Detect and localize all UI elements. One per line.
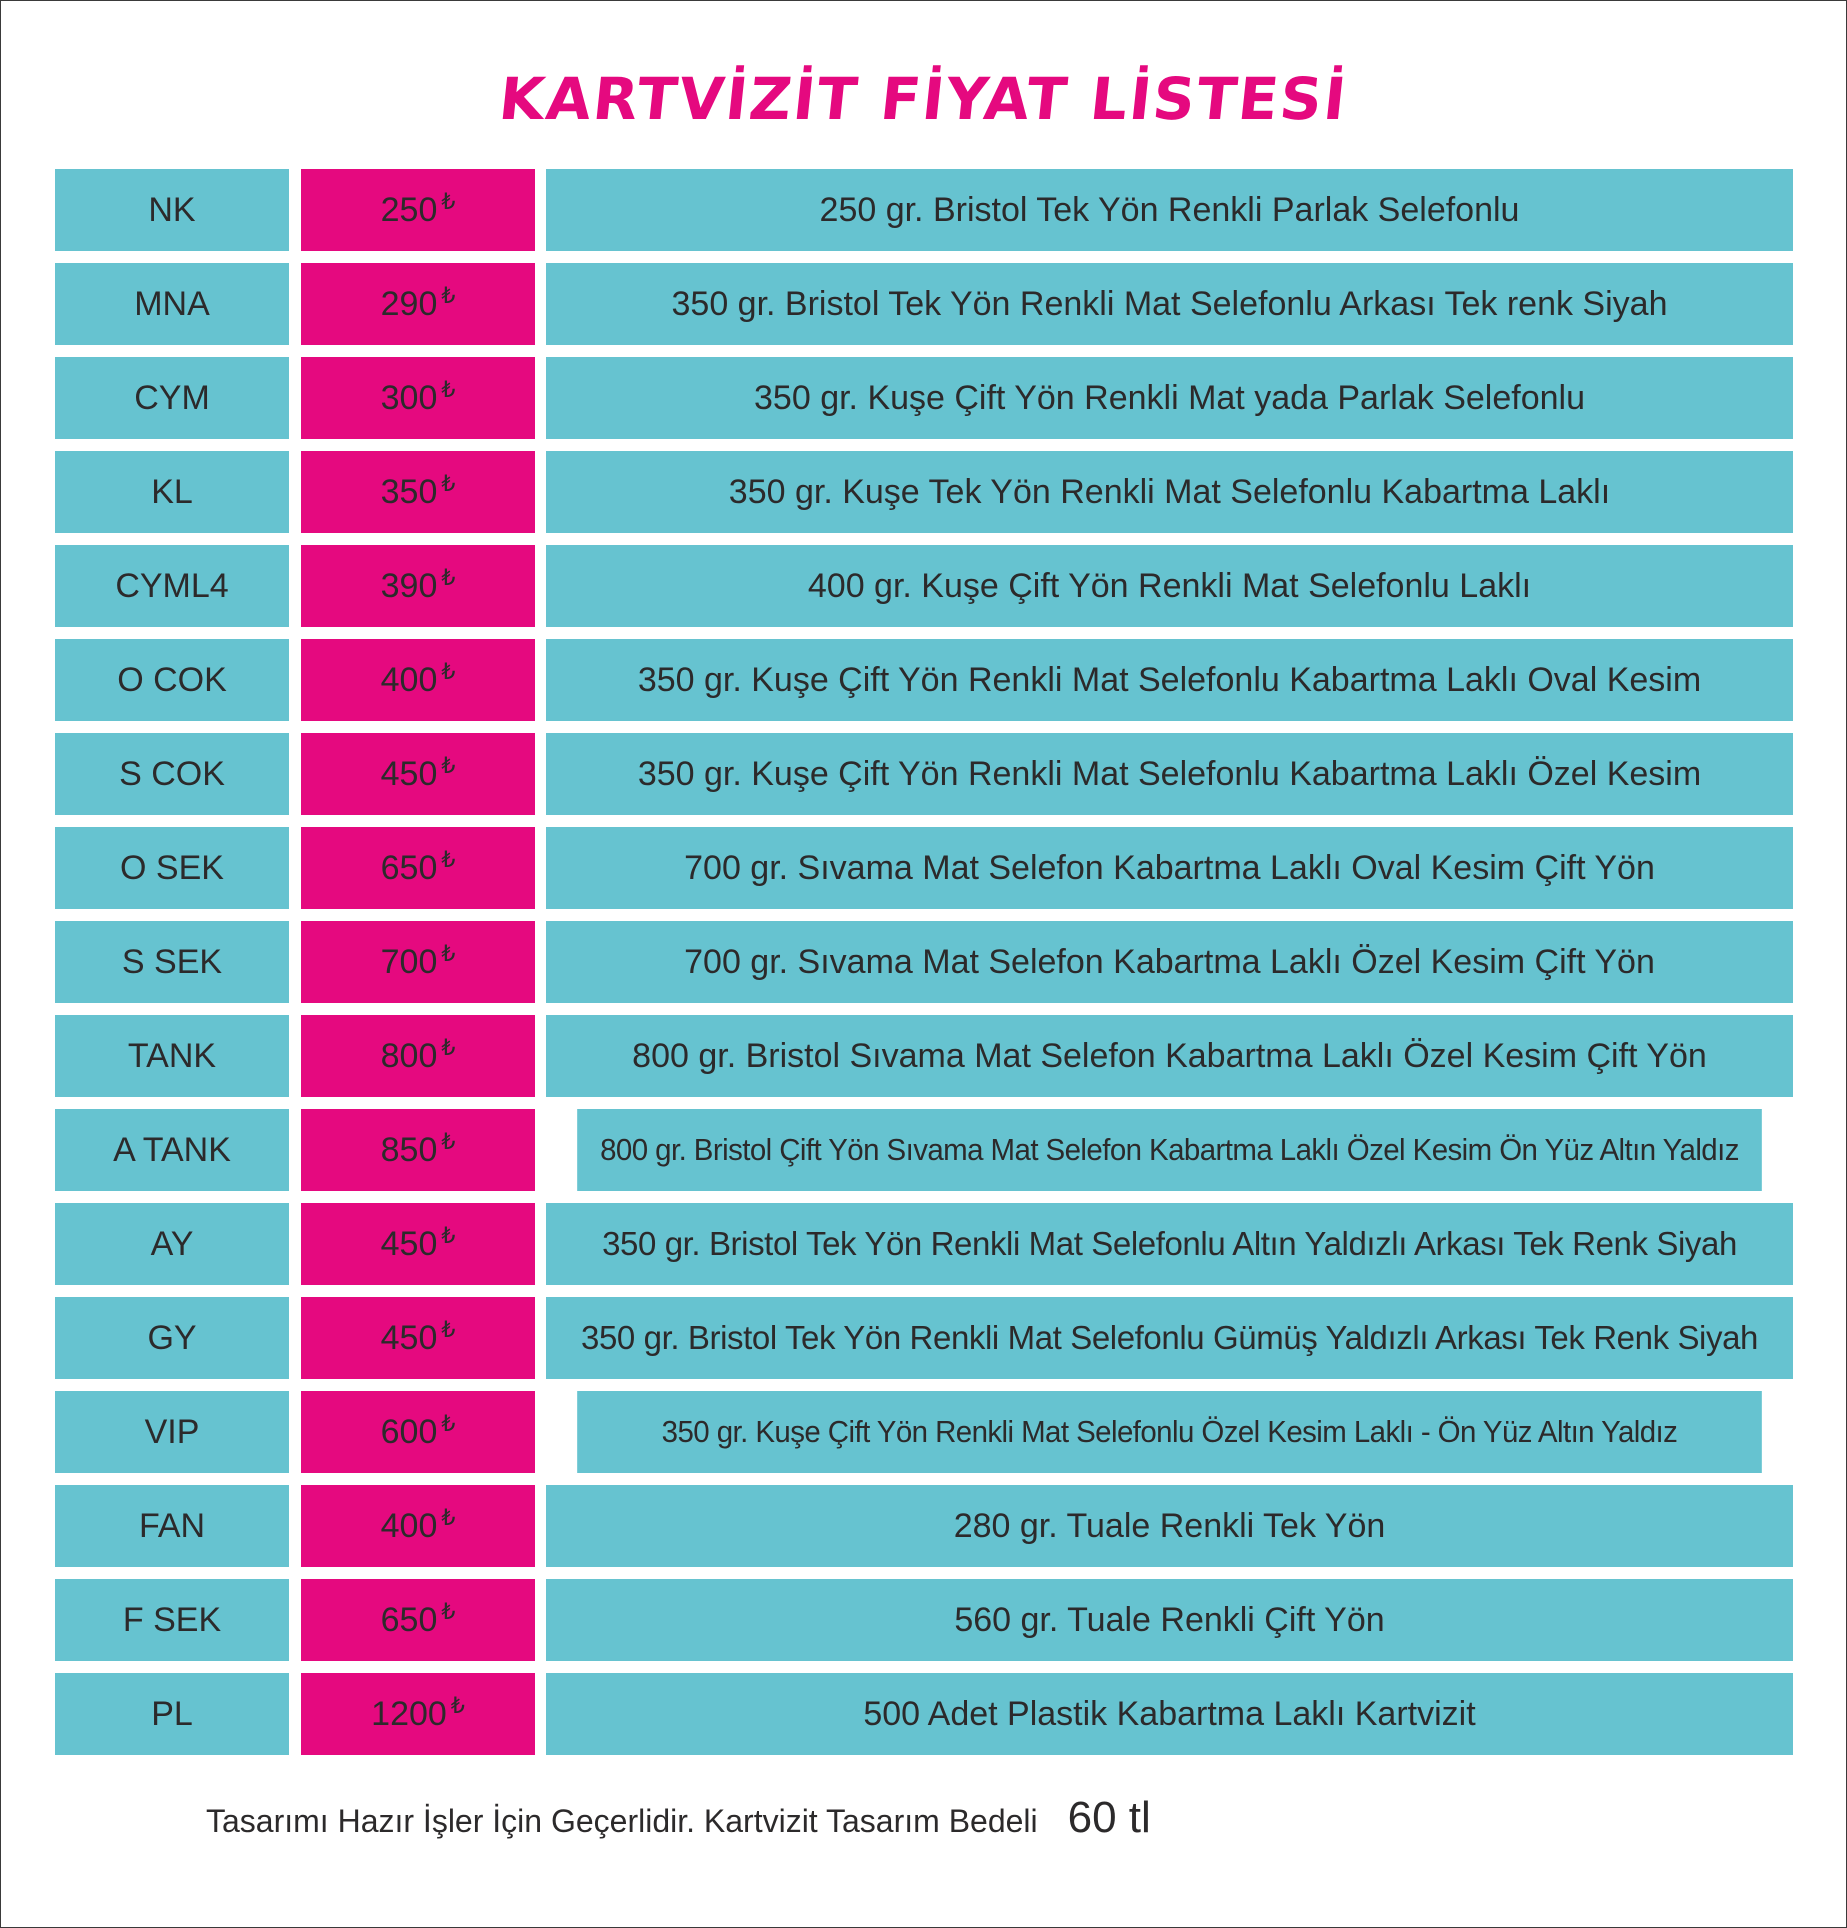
price-value: 300 <box>380 378 438 417</box>
table-row <box>55 733 1793 815</box>
product-price <box>301 1297 535 1379</box>
product-code: O COK <box>55 639 289 721</box>
product-code: AY <box>55 1203 289 1285</box>
product-description: 350 gr. Kuşe Çift Yön Renkli Mat Selefonlu Kabartma Laklı Oval Kesim <box>546 639 1793 721</box>
price-value: 600 <box>380 1412 438 1451</box>
lira-icon: ₺ <box>441 1317 456 1342</box>
lira-icon: ₺ <box>441 189 456 214</box>
price-value: 350 <box>380 472 438 511</box>
product-description: 350 gr. Kuşe Çift Yön Renkli Mat Selefonlu Özel Kesim Laklı - Ön Yüz Altın Yaldız <box>577 1391 1762 1473</box>
product-price <box>301 733 535 815</box>
product-price <box>301 357 535 439</box>
lira-icon: ₺ <box>441 1223 456 1248</box>
lira-icon: ₺ <box>441 471 456 496</box>
table-row <box>55 1109 1793 1191</box>
product-description: 350 gr. Kuşe Çift Yön Renkli Mat Selefonlu Kabartma Laklı Özel Kesim <box>546 733 1793 815</box>
product-price <box>301 169 535 251</box>
page-title: KARTVİZİT FİYAT LİSTESİ <box>495 65 1352 133</box>
product-code: A TANK <box>55 1109 289 1191</box>
table-row <box>55 545 1793 627</box>
price-table <box>55 169 1793 1767</box>
table-row <box>55 169 1793 251</box>
product-code: CYM <box>55 357 289 439</box>
product-code: GY <box>55 1297 289 1379</box>
product-description: 700 gr. Sıvama Mat Selefon Kabartma Laklı Özel Kesim Çift Yön <box>546 921 1793 1003</box>
product-code: O SEK <box>55 827 289 909</box>
lira-icon: ₺ <box>441 1599 456 1624</box>
design-fee: 60 tl <box>1067 1793 1151 1842</box>
product-code: FAN <box>55 1485 289 1567</box>
product-code: S SEK <box>55 921 289 1003</box>
product-price <box>301 1203 535 1285</box>
price-value: 400 <box>380 660 438 699</box>
product-description: 250 gr. Bristol Tek Yön Renkli Parlak Selefonlu <box>546 169 1793 251</box>
product-price <box>301 263 535 345</box>
product-code: NK <box>55 169 289 251</box>
product-price <box>301 1579 535 1661</box>
footer <box>206 1793 1151 1843</box>
price-value: 250 <box>380 190 438 229</box>
table-row <box>55 1203 1793 1285</box>
product-description: 500 Adet Plastik Kabartma Laklı Kartvizit <box>546 1673 1793 1755</box>
table-row <box>55 921 1793 1003</box>
product-description: 280 gr. Tuale Renkli Tek Yön <box>546 1485 1793 1567</box>
product-description: 700 gr. Sıvama Mat Selefon Kabartma Laklı Oval Kesim Çift Yön <box>546 827 1793 909</box>
table-row <box>55 1297 1793 1379</box>
product-description: 800 gr. Bristol Çift Yön Sıvama Mat Selefon Kabartma Laklı Özel Kesim Ön Yüz Altın Yaldız <box>577 1109 1762 1191</box>
product-description: 350 gr. Kuşe Tek Yön Renkli Mat Selefonlu Kabartma Laklı <box>546 451 1793 533</box>
lira-icon: ₺ <box>441 753 456 778</box>
product-price <box>301 1673 535 1755</box>
price-value: 450 <box>380 754 438 793</box>
price-value: 290 <box>380 284 438 323</box>
table-row <box>55 1673 1793 1755</box>
product-price <box>301 827 535 909</box>
lira-icon: ₺ <box>441 377 456 402</box>
lira-icon: ₺ <box>441 1129 456 1154</box>
product-description: 350 gr. Kuşe Çift Yön Renkli Mat yada Parlak Selefonlu <box>546 357 1793 439</box>
table-row <box>55 357 1793 439</box>
product-code: KL <box>55 451 289 533</box>
product-code: F SEK <box>55 1579 289 1661</box>
table-row <box>55 263 1793 345</box>
table-row <box>55 1391 1793 1473</box>
lira-icon: ₺ <box>441 1411 456 1436</box>
price-value: 800 <box>380 1036 438 1075</box>
table-row <box>55 1485 1793 1567</box>
product-description: 400 gr. Kuşe Çift Yön Renkli Mat Selefonlu Laklı <box>546 545 1793 627</box>
product-description: 560 gr. Tuale Renkli Çift Yön <box>546 1579 1793 1661</box>
product-description: 800 gr. Bristol Sıvama Mat Selefon Kabartma Laklı Özel Kesim Çift Yön <box>546 1015 1793 1097</box>
price-value: 1200 <box>371 1694 447 1733</box>
footer-note: Tasarımı Hazır İşler İçin Geçerlidir. Kartvizit Tasarım Bedeli <box>206 1803 1038 1839</box>
product-price <box>301 1391 535 1473</box>
price-value: 450 <box>380 1224 438 1263</box>
product-price <box>301 1485 535 1567</box>
product-code: TANK <box>55 1015 289 1097</box>
price-value: 650 <box>380 1600 438 1639</box>
table-row <box>55 1015 1793 1097</box>
price-value: 390 <box>380 566 438 605</box>
table-row <box>55 639 1793 721</box>
price-value: 400 <box>380 1506 438 1545</box>
product-price <box>301 545 535 627</box>
product-price <box>301 1109 535 1191</box>
price-value: 650 <box>380 848 438 887</box>
product-description: 350 gr. Bristol Tek Yön Renkli Mat Selefonlu Altın Yaldızlı Arkası Tek Renk Siyah <box>546 1203 1793 1285</box>
product-description: 350 gr. Bristol Tek Yön Renkli Mat Selefonlu Arkası Tek renk Siyah <box>546 263 1793 345</box>
product-price <box>301 639 535 721</box>
lira-icon: ₺ <box>441 1035 456 1060</box>
product-code: S COK <box>55 733 289 815</box>
lira-icon: ₺ <box>441 941 456 966</box>
product-description: 350 gr. Bristol Tek Yön Renkli Mat Selefonlu Gümüş Yaldızlı Arkası Tek Renk Siyah <box>546 1297 1793 1379</box>
price-value: 450 <box>380 1318 438 1357</box>
product-price <box>301 451 535 533</box>
product-code: CYML4 <box>55 545 289 627</box>
lira-icon: ₺ <box>441 847 456 872</box>
lira-icon: ₺ <box>441 565 456 590</box>
product-code: MNA <box>55 263 289 345</box>
product-price <box>301 921 535 1003</box>
product-code: PL <box>55 1673 289 1755</box>
lira-icon: ₺ <box>441 1505 456 1530</box>
product-code: VIP <box>55 1391 289 1473</box>
price-value: 850 <box>380 1130 438 1169</box>
product-price <box>301 1015 535 1097</box>
table-row <box>55 451 1793 533</box>
lira-icon: ₺ <box>441 283 456 308</box>
lira-icon: ₺ <box>441 659 456 684</box>
table-row <box>55 827 1793 909</box>
table-row <box>55 1579 1793 1661</box>
lira-icon: ₺ <box>450 1693 465 1718</box>
price-value: 700 <box>380 942 438 981</box>
